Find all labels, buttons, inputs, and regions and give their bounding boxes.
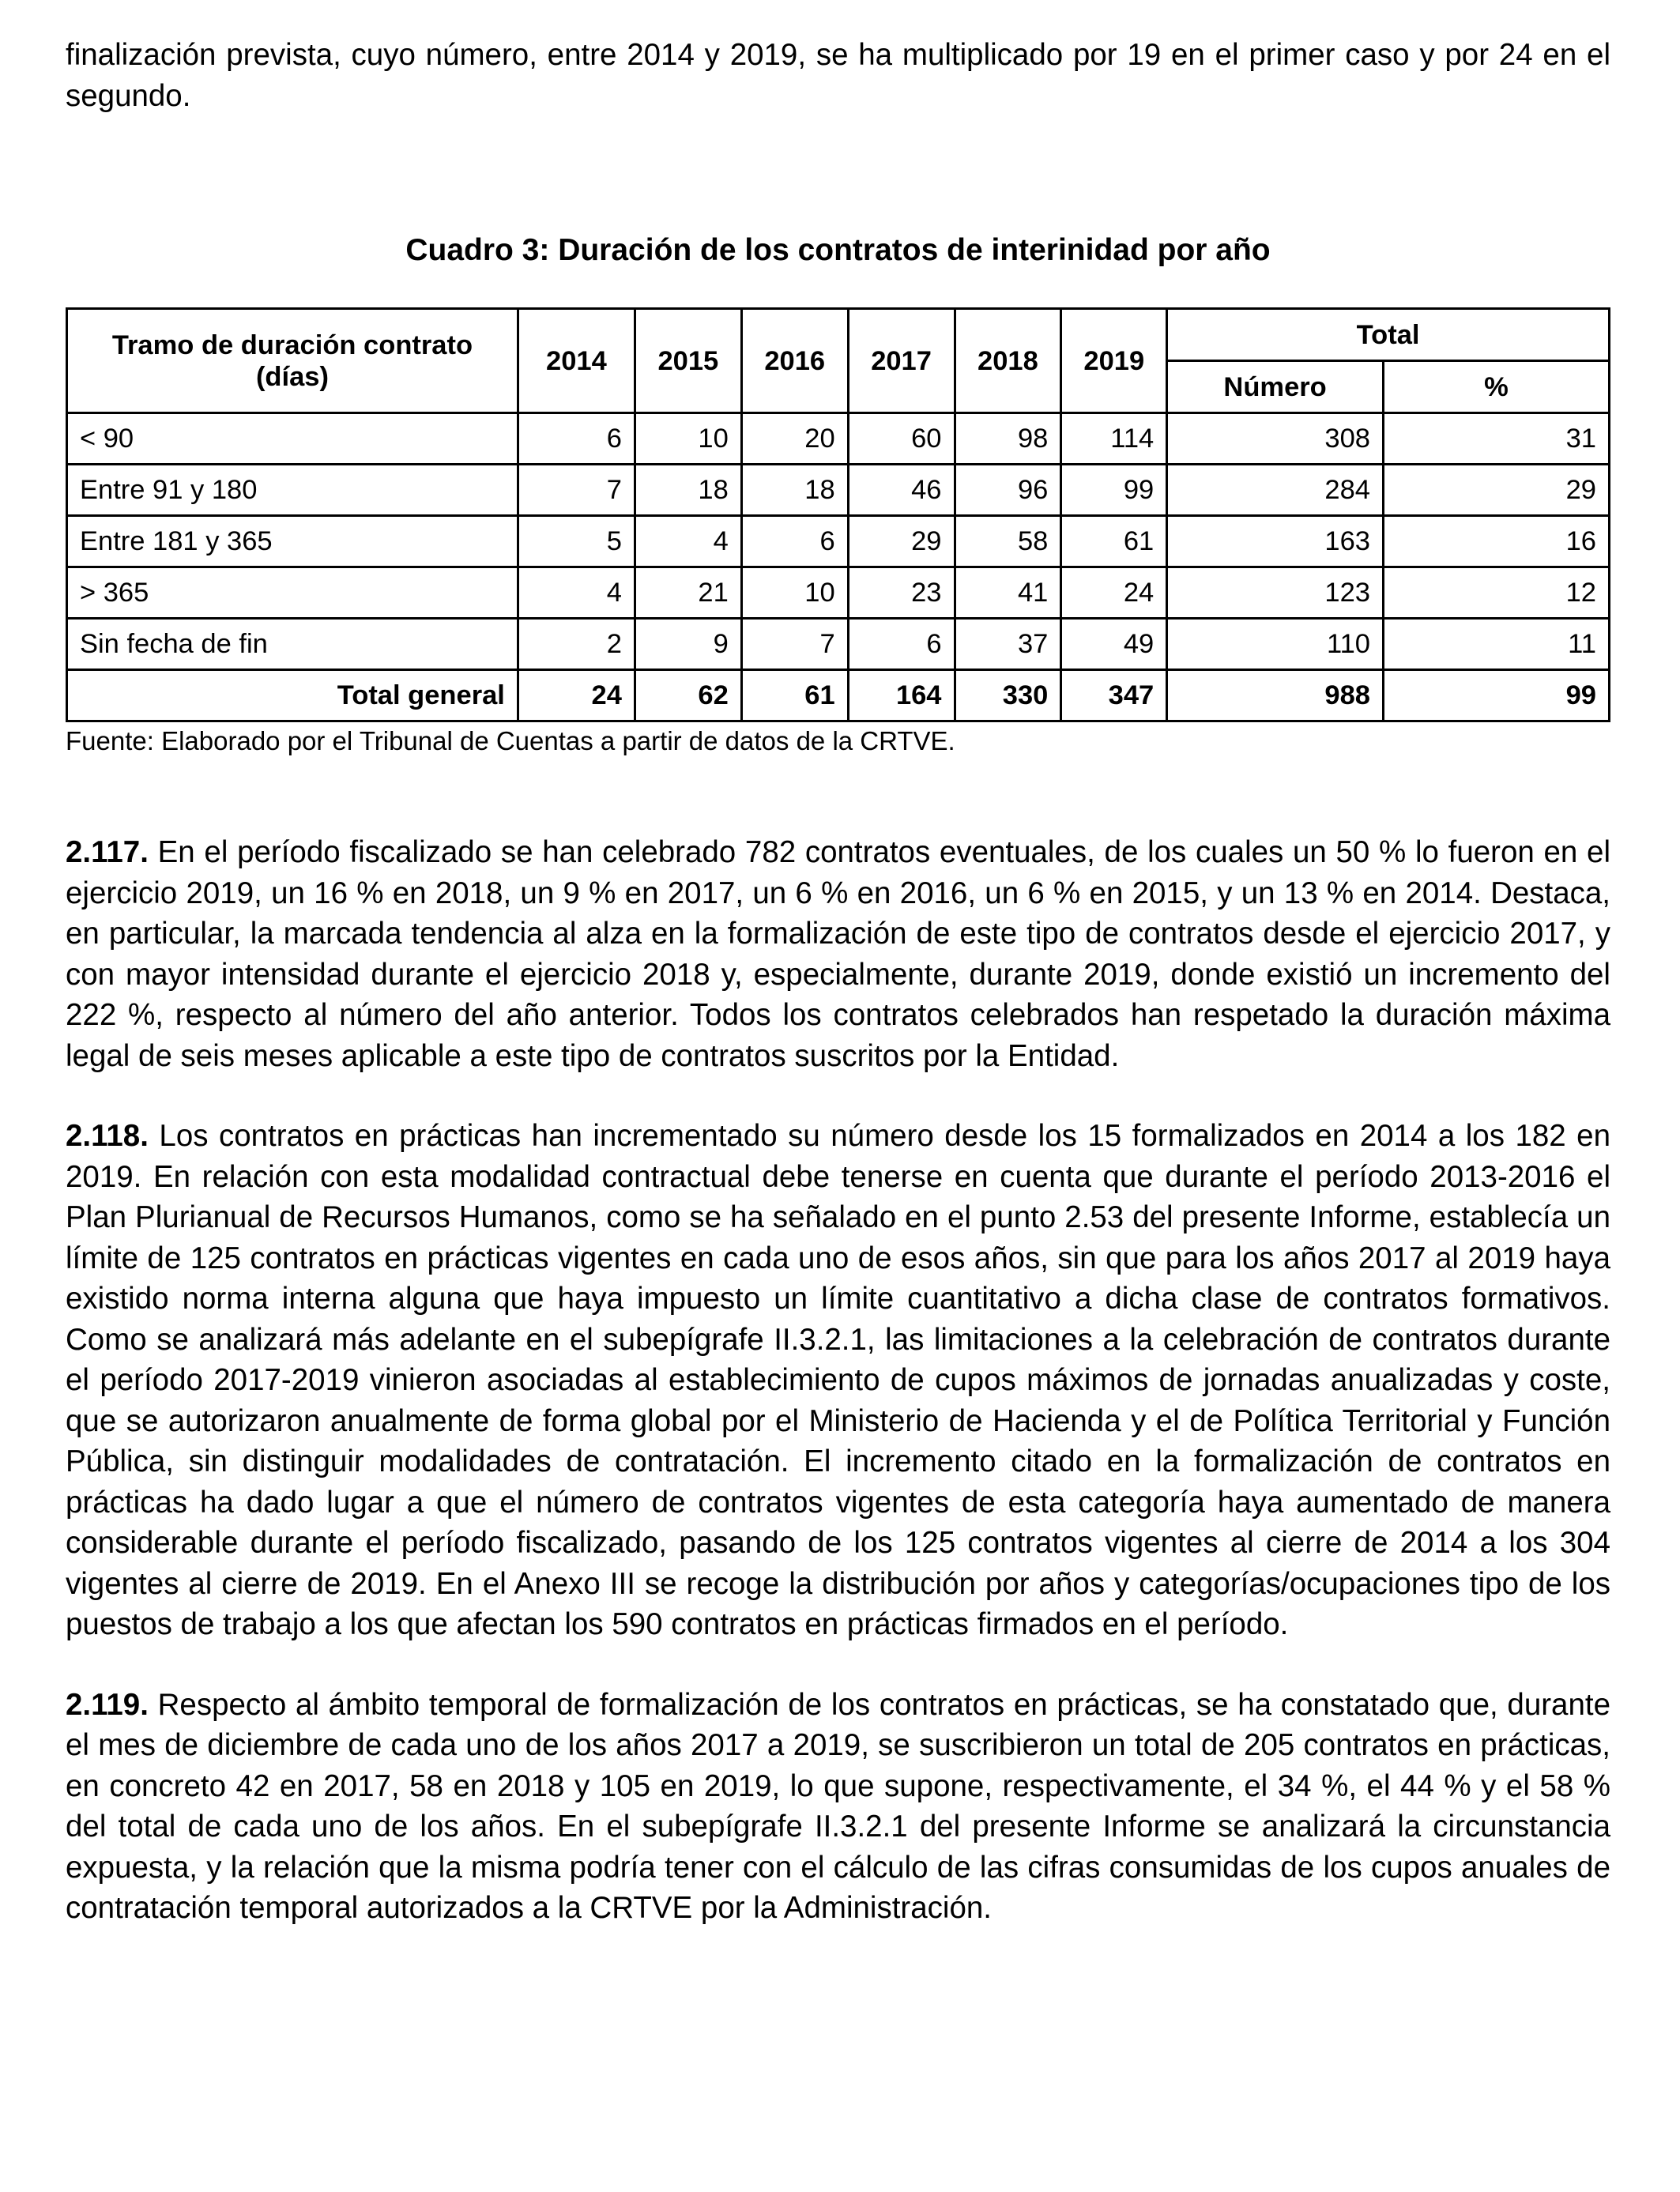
header-year-2017: 2017 xyxy=(848,309,955,413)
cell-value: 114 xyxy=(1061,413,1167,465)
table-row xyxy=(67,619,1610,670)
total-value: 330 xyxy=(955,670,1061,721)
total-value: 164 xyxy=(848,670,955,721)
cell-value: 10 xyxy=(741,567,848,619)
cell-value: 60 xyxy=(848,413,955,465)
cell-value: 18 xyxy=(741,465,848,516)
cell-value: 6 xyxy=(518,413,635,465)
cell-value: 99 xyxy=(1061,465,1167,516)
row-label: Entre 181 y 365 xyxy=(67,516,518,567)
cell-value: 4 xyxy=(635,516,741,567)
header-percent: % xyxy=(1383,361,1609,413)
header-range-label: Tramo de duración contrato (días) xyxy=(67,309,518,413)
cell-value: 6 xyxy=(741,516,848,567)
cell-value: 4 xyxy=(518,567,635,619)
header-year-2018: 2018 xyxy=(955,309,1061,413)
total-label: Total general xyxy=(67,670,518,721)
cell-value: 96 xyxy=(955,465,1061,516)
table-row xyxy=(67,567,1610,619)
cell-value: 7 xyxy=(518,465,635,516)
cell-value: 98 xyxy=(955,413,1061,465)
paragraph-text: Los contratos en prácticas han incrementado su número desde los 15 formalizados en 2014 a los 182 en 2019. En relación con esta modalidad contractual debe tenerse en cuenta que durante el período 2013-2016 el Plan Plurianual de Recursos Humanos, como se ha señalado en el punto 2.53 del presente Informe, establecía un límite de 125 contratos en prácticas vigentes en cada uno de esos años, sin que para los años 2017 al 2019 haya existido norma interna alguna que haya impuesto un límite cuantitativo a dicha clase de contratos formativos. Como se analizará más adelante en el subepígrafe II.3.2.1, las limitaciones a la celebración de contratos durante el período 2017-2019 vinieron asociadas al establecimiento de cupos máximos de jornadas anualizadas y coste, que se autorizaron anualmente de forma global por el Ministerio de Hacienda y el de Política Territorial y Función Pública, sin distinguir modalidades de contratación. El incremento citado en la formalización de contratos en prácticas ha dado lugar a que el número de contratos vigentes de esta categoría haya aumentado de manera considerable durante el período fiscalizado, pasando de los 125 contratos vigentes al cierre de 2014 a los 304 vigentes al cierre de 2019. En el Anexo III se recoge la distribución por años y categorías/ocupaciones tipo de los puestos de trabajo a los que afectan los 590 contratos en prácticas firmados en el período. xyxy=(66,1119,1610,1641)
cell-value: 11 xyxy=(1383,619,1609,670)
cell-value: 23 xyxy=(848,567,955,619)
cell-value: 308 xyxy=(1167,413,1384,465)
header-year-2019: 2019 xyxy=(1061,309,1167,413)
cell-value: 16 xyxy=(1383,516,1609,567)
paragraph-2-118 xyxy=(66,1116,1610,1645)
caption-number: Cuadro 3 xyxy=(405,233,540,267)
row-label: < 90 xyxy=(67,413,518,465)
cell-value: 49 xyxy=(1061,619,1167,670)
paragraph-text: Respecto al ámbito temporal de formalización de los contratos en prácticas, se ha constatado que, durante el mes de diciembre de cada uno de los años 2017 a 2019, se suscribieron un total de 205 contratos en prácticas, en concreto 42 en 2017, 58 en 2018 y 105 en 2019, lo que supone, respectivamente, el 34 %, el 44 % y el 58 % del total de cada uno de los años. En el subepígrafe II.3.2.1 del presente Informe se analizará la circunstancia expuesta, y la relación que la misma podría tener con el cálculo de las cifras consumidas de los cupos anuales de contratación temporal autorizados a la CRTVE por la Administración. xyxy=(66,1687,1610,1925)
total-value: 988 xyxy=(1167,670,1384,721)
cell-value: 21 xyxy=(635,567,741,619)
total-row xyxy=(67,670,1610,721)
header-numero: Número xyxy=(1167,361,1384,413)
header-total: Total xyxy=(1167,309,1610,361)
table-row xyxy=(67,516,1610,567)
intro-paragraph: finalización prevista, cuyo número, entre 2014 y 2019, se ha multiplicado por 19 en el primer caso y por 24 en el segundo. xyxy=(66,38,1610,113)
header-year-2016: 2016 xyxy=(741,309,848,413)
document-page xyxy=(66,35,1610,1929)
cell-value: 20 xyxy=(741,413,848,465)
total-value: 61 xyxy=(741,670,848,721)
paragraph-number: 2.119. xyxy=(66,1687,149,1722)
cell-value: 41 xyxy=(955,567,1061,619)
cell-value: 61 xyxy=(1061,516,1167,567)
total-value: 99 xyxy=(1383,670,1609,721)
cell-value: 46 xyxy=(848,465,955,516)
total-value: 62 xyxy=(635,670,741,721)
paragraph-number: 2.118. xyxy=(66,1119,149,1153)
table-row xyxy=(67,465,1610,516)
paragraph-2-117 xyxy=(66,832,1610,1076)
cell-value: 12 xyxy=(1383,567,1609,619)
cell-value: 29 xyxy=(1383,465,1609,516)
cell-value: 110 xyxy=(1167,619,1384,670)
total-value: 347 xyxy=(1061,670,1167,721)
header-year-2015: 2015 xyxy=(635,309,741,413)
contracts-duration-table xyxy=(66,307,1610,722)
cell-value: 58 xyxy=(955,516,1061,567)
header-year-2014: 2014 xyxy=(518,309,635,413)
row-label: Sin fecha de fin xyxy=(67,619,518,670)
cell-value: 2 xyxy=(518,619,635,670)
cell-value: 18 xyxy=(635,465,741,516)
cell-value: 163 xyxy=(1167,516,1384,567)
cell-value: 6 xyxy=(848,619,955,670)
cell-value: 284 xyxy=(1167,465,1384,516)
cell-value: 123 xyxy=(1167,567,1384,619)
cell-value: 24 xyxy=(1061,567,1167,619)
paragraph-2-119 xyxy=(66,1685,1610,1929)
paragraph-text: En el período fiscalizado se han celebrado 782 contratos eventuales, de los cuales un 50 % lo fueron en el ejercicio 2019, un 16 % en 2018, un 9 % en 2017, un 6 % en 2016, un 6 % en 2015, y un 13 % en 2014. Destaca, en particular, la marcada tendencia al alza en la formalización de este tipo de contratos desde el ejercicio 2017, y con mayor intensidad durante el ejercicio 2018 y, especialmente, durante 2019, donde existió un incremento del 222 %, respecto al número del año anterior. Todos los contratos celebrados han respetado la duración máxima legal de seis meses aplicable a este tipo de contratos suscritos por la Entidad. xyxy=(66,835,1610,1073)
paragraph-number: 2.117. xyxy=(66,835,149,869)
caption-text: : Duración de los contratos de interinidad por año xyxy=(539,233,1271,267)
total-value: 24 xyxy=(518,670,635,721)
cell-value: 10 xyxy=(635,413,741,465)
cell-value: 31 xyxy=(1383,413,1609,465)
table-row xyxy=(67,413,1610,465)
table-source-note: Fuente: Elaborado por el Tribunal de Cuentas a partir de datos de la CRTVE. xyxy=(66,726,955,755)
cell-value: 5 xyxy=(518,516,635,567)
row-label: Entre 91 y 180 xyxy=(67,465,518,516)
table-caption xyxy=(66,231,1610,270)
cell-value: 29 xyxy=(848,516,955,567)
row-label: > 365 xyxy=(67,567,518,619)
cell-value: 9 xyxy=(635,619,741,670)
cell-value: 37 xyxy=(955,619,1061,670)
cell-value: 7 xyxy=(741,619,848,670)
